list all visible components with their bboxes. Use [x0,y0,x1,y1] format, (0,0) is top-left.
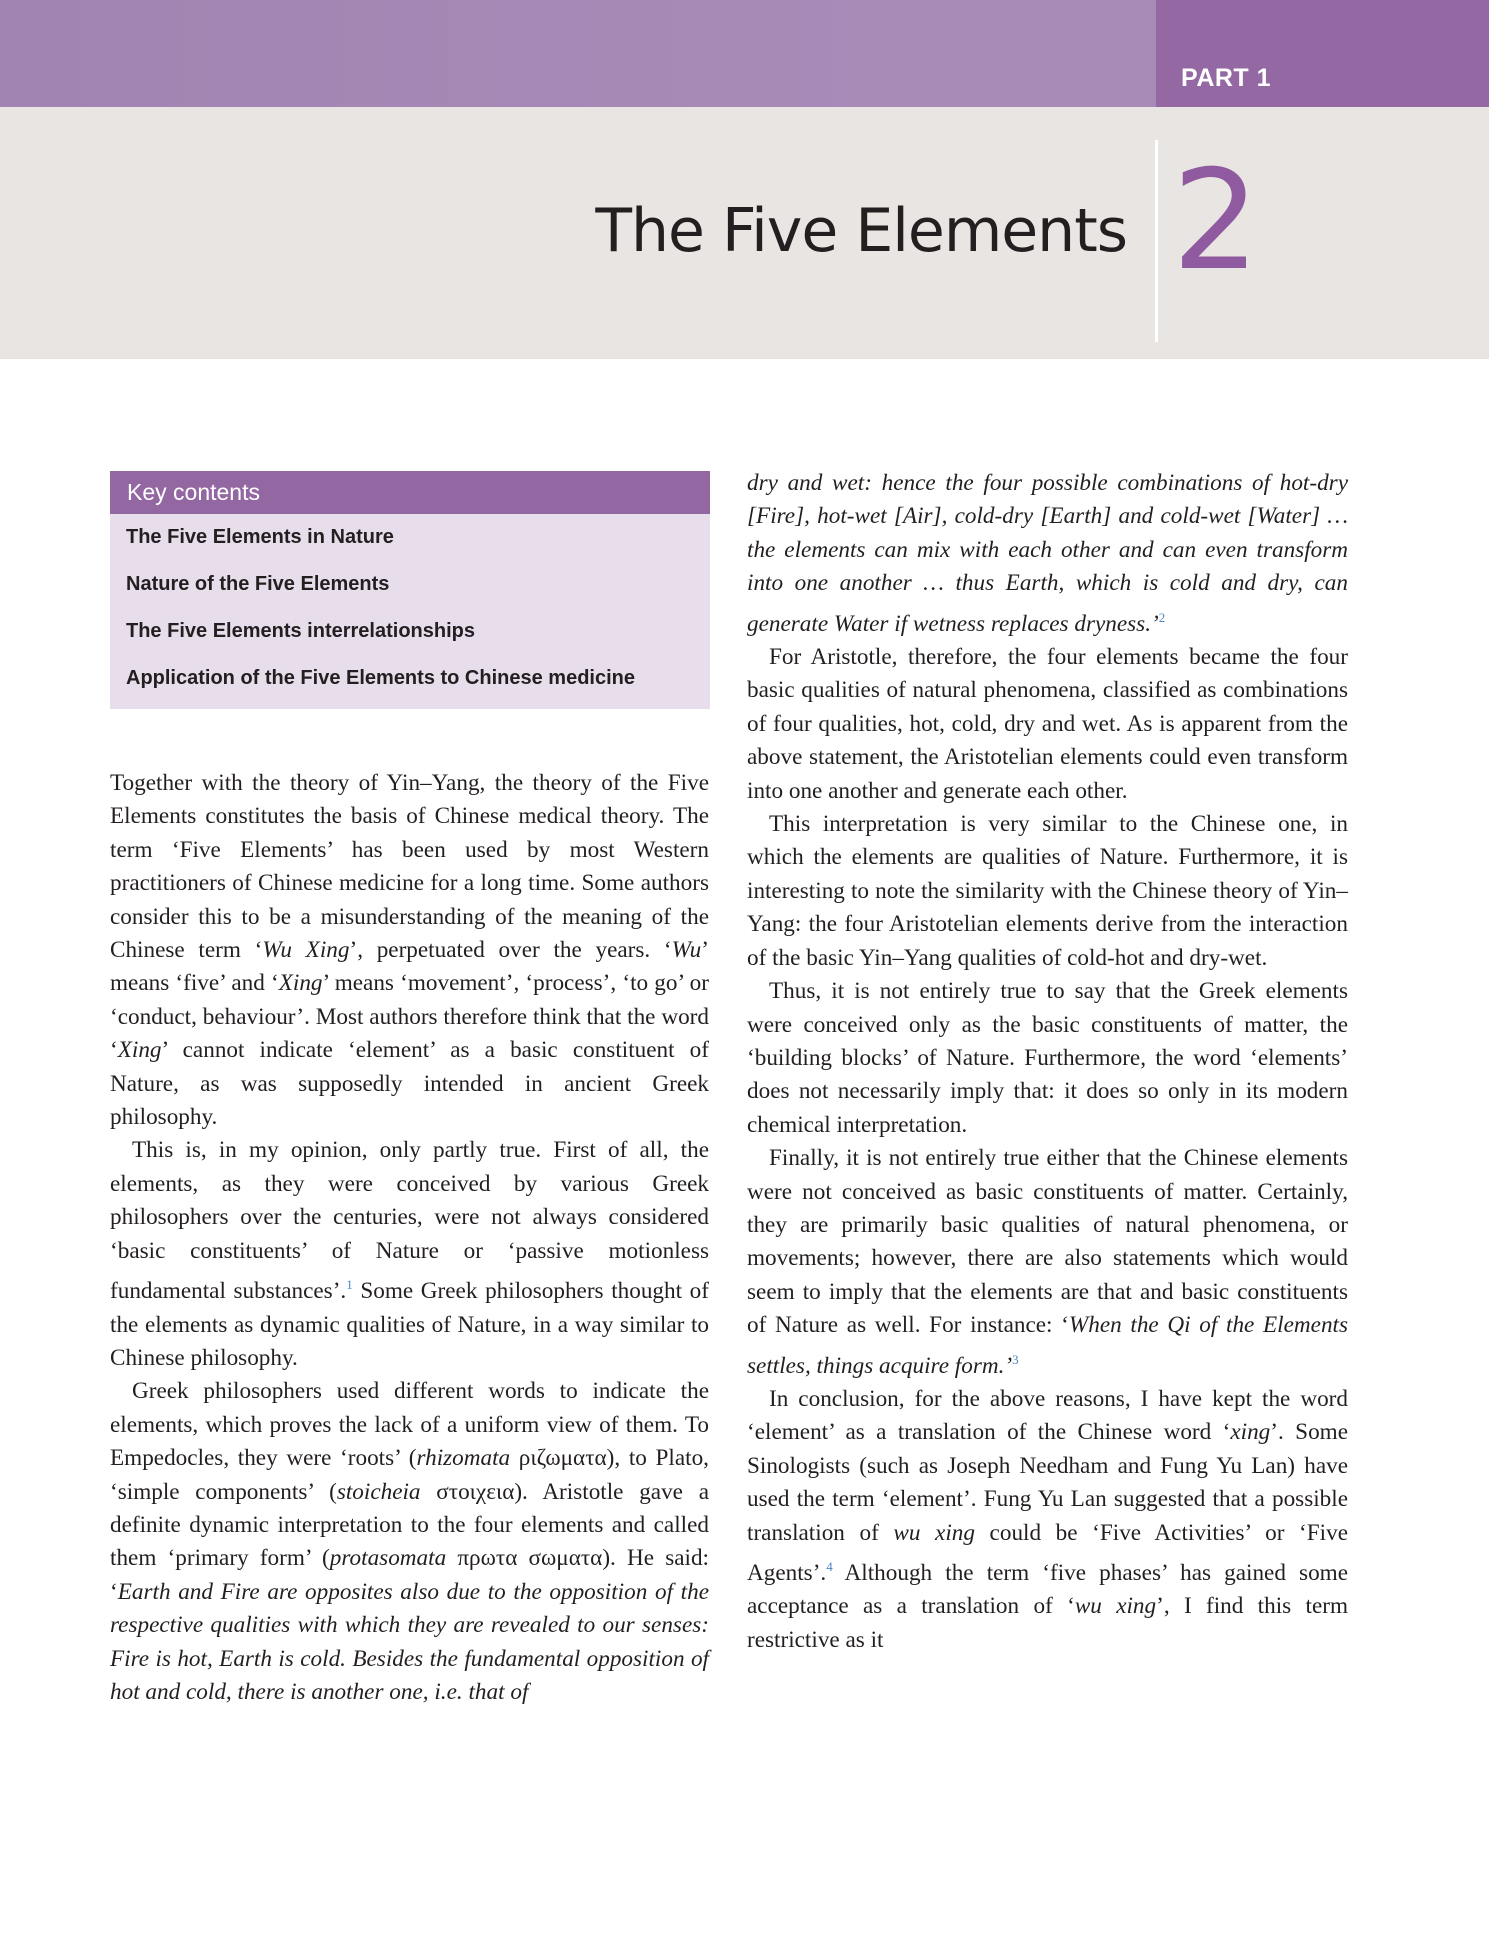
paragraph: Thus, it is not entirely true to say that the Greek elements were conceived only as the basic constituents of matter, the ‘building blocks’ of Nature. Furthermore, the word ‘elements’ does not necessarily imply that: it does so only in its modern chemical interpretation. [747,978,1348,1138]
chapter-divider [1155,140,1158,342]
paragraph: dry and wet: hence the four possible combinations of hot-dry [Fire], hot-wet [Air], cold-dry [Earth] and cold-wet [Water] … the elements can mix with each other and can even transform into one another … thus Earth, which is cold and dry, can generate Water if wetness replaces dryness.’$^2$ [747,470,1348,637]
footnote-ref[interactable]: 1 [346,1277,353,1293]
paragraph: Finally, it is not entirely true either that the Chinese elements were not conceived as basic constituents of matter. Certainly, they are primarily basic qualities of natural phenomena, or movements; however, there are also statements which would seem to imply that the elements are that and basic constituents of Nature as well. For instance: ‘When the Qi of the Elements settles, things acquire form.’$^3$ [747,1145,1349,1379]
footnote-ref[interactable]: 3 [1012,1351,1019,1367]
paragraph: This interpretation is very similar to the Chinese one, in which the elements are qualities of Nature. Furthermore, it is interesting to note the similarity with the Chinese theory of Yin–Yang: the four Aristotelian elements derive from the interaction of the basic Yin–Yang qualities of cold-hot and dry-wet. [747,811,1348,971]
paragraph: Together with the theory of Yin–Yang, the theory of the Five Elements constitutes the basis of Chinese medical theory. The term ‘Five Elements’ has been used by most Western practitioners of Chinese medicine for a long time. Some authors consider this to be a misunderstanding of the meaning of the Chinese term ‘Wu Xing’, perpetuated over the years. ‘Wu’ means ‘five’ and ‘Xing’ means ‘movement’, ‘process’, ‘to go’ or ‘conduct, behaviour’. Most authors therefore think that the word ‘Xing’ cannot indicate ‘element’ as a basic constituent of Nature, as was supposedly intended in ancient Greek philosophy. [110,770,709,1131]
key-contents-box [110,471,710,709]
part-label: PART 1 [1181,64,1272,92]
footnote-ref[interactable]: 4 [826,1559,833,1574]
key-contents-item: Application of the Five Elements to Chinese medicine [126,667,635,689]
key-contents-item: Nature of the Five Elements [126,573,390,595]
key-contents-item: The Five Elements interrelationships [126,620,475,642]
key-contents-heading: Key contents [110,471,710,514]
chapter-title: The Five Elements [595,196,1127,266]
paragraph: For Aristotle, therefore, the four elements became the four basic qualities of natural phenomena, classified as combinations of four qualities, hot, cold, dry and wet. As is apparent from the above statement, the Aristotelian elements could even transform into one another and generate each other. [747,644,1348,804]
paragraph: This is, in my opinion, only partly true. First of all, the elements, as they were conceived by various Greek philosophers over the centuries, were not always considered ‘basic constituents’ of Nature or ‘passive motionless fundamental substances’.$^1$ Some Greek philosophers thought of the elements as dynamic qualities of Nature, in a way similar to Chinese philosophy. [110,1137,709,1371]
chapter-number: 2 [1172,140,1260,301]
paragraph: Greek philosophers used different words to indicate the elements, which proves the lack of a uniform view of them. To Empedocles, they were ‘roots’ (rhizomata ριζωματα), to Plato, ‘simple components’ (stoicheia στοιχεια). Aristotle gave a definite dynamic interpretation to the four elements and called them ‘primary form’ (protasomata πρωτα σωματα). He said: ‘Earth and Fire are opposites also due to the opposition of the respective qualities with which they are revealed to our senses: Fire is hot, Earth is cold. Besides the fundamental opposition of hot and cold, there is another one, i.e. that of [110,1378,710,1705]
right-column [747,467,1348,1657]
key-contents-item: The Five Elements in Nature [126,526,394,548]
left-column [110,767,709,1709]
footnote-ref[interactable]: 2 [1158,609,1166,625]
paragraph: In conclusion, for the above reasons, I have kept the word ‘element’ as a translation of the Chinese word ‘xing’. Some Sinologists (such as Joseph Needham and Fung Yu Lan) have used the term ‘element’. Fung Yu Lan suggested that a possible translation of wu xing could be ‘Five Activities’ or ‘Five Agents’.$^4$ Although the term ‘five phases’ has gained some acceptance as a translation of ‘wu xing’, I find this term restrictive as it [747,1385,1349,1653]
